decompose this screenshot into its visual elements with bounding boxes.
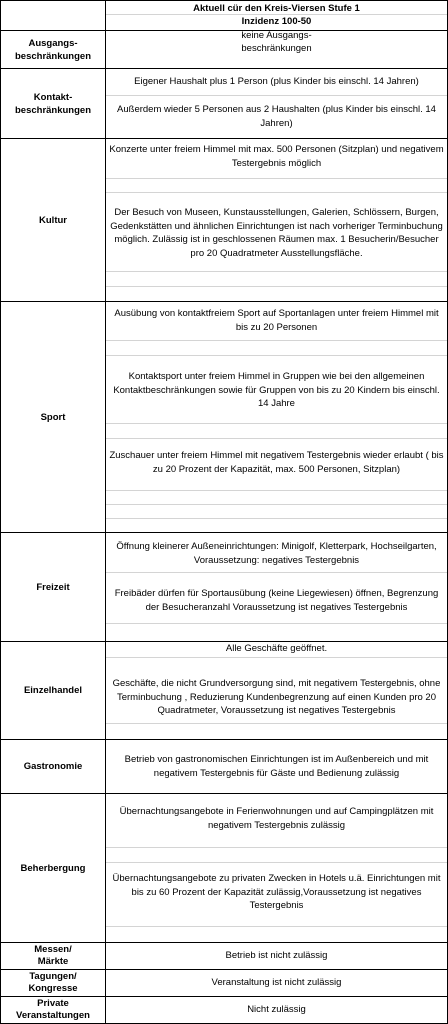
grid-line: [106, 438, 447, 439]
grid-line: [106, 926, 447, 927]
grid-line: [106, 518, 447, 519]
einzelhandel-text-2: Geschäfte, die nicht Grundversorgung sind, mit negativem Testergebnis, ohne Terminbuchung , Reduzierung Kundenbegrenzung auf einen Kunden pro 20 Quadratmeter, Voraussetzung ist negatives Testergebnis: [112, 678, 441, 717]
kultur-text-2: Der Besuch von Museen, Kunstausstellungen, Galerien, Schlössern, Burgen, Gedenkstätten und ähnlichen Einrichtungen ist nach vorheriger Terminbuchung möglich. Zulässig ist in geschlossenen Räumen max. 1 Besucherin/Besucher pro 20 Quadratmeter Ausstellungsfläche.: [110, 207, 443, 259]
grid-line: [106, 572, 447, 573]
grid-line: [106, 286, 447, 287]
sport-text-2: Kontaktsport unter freiem Himmel in Gruppen wie bei den allgemeinen Kontaktbeschränkungen sowie für Gruppen von bis zu 20 Kindern bis einschl. 14 Jahre: [113, 371, 440, 410]
row-label-sport: Sport: [40, 411, 66, 423]
messen-maerkte-text: Betrieb ist nicht zulässig: [225, 950, 328, 961]
kontaktbeschraenkungen-text-2: Außerdem wieder 5 Personen aus 2 Haushalten (plus Kinder bis einschl. 14 Jahren): [117, 104, 436, 129]
row-label-private-veranstaltungen: Private Veranstaltungen: [16, 997, 90, 1021]
grid-line: [106, 355, 447, 356]
grid-line: [106, 95, 447, 96]
row-label-messen-maerkte: Messen/ Märkte: [34, 943, 72, 967]
table-title: Aktuell cür den Kreis-Viersen Stufe 1: [193, 3, 360, 14]
grid-line: [106, 623, 447, 624]
grid-line: [106, 657, 447, 658]
einzelhandel-text-1: Alle Geschäfte geöffnet.: [225, 643, 328, 654]
grid-line: [106, 271, 447, 272]
kultur-text-1: Konzerte unter freiem Himmel mit max. 500 Personen (Sitzplan) und negativem Testergebnis möglich: [109, 144, 444, 169]
sport-text-3: Zuschauer unter freiem Himmel mit negativem Testergebnis wieder erlaubt ( bis zu 20 Prozent der Kapazität, max. 500 Personen, Sitzplan): [109, 450, 444, 475]
grid-line: [106, 847, 447, 848]
beherbergung-text-1: Übernachtungsangebote in Ferienwohnungen und auf Campingplätzen mit negativem Testergebnis zulässig: [119, 806, 434, 831]
row-label-ausgangsbeschraenkungen: Ausgangs- beschränkungen: [14, 37, 92, 62]
grid-line: [106, 862, 447, 863]
grid-line: [106, 490, 447, 491]
private-veranstaltungen-text: Nicht zulässig: [247, 1004, 306, 1015]
freizeit-text-2: Freibäder dürfen für Sportausübung (keine Liegewiesen) öffnen, Begrenzung der Besucheranzahl Voraussetzung ist negatives Testergebnis: [114, 588, 439, 613]
table-subtitle: Inzidenz 100-50: [241, 16, 312, 27]
column-divider: [105, 0, 106, 1024]
grid-line: [106, 178, 447, 179]
freizeit-text-1: Öffnung kleinerer Außeneinrichtungen: Minigolf, Kletterpark, Hochseilgarten, Voraussetzung: negatives Testergebnis: [116, 541, 437, 566]
grid-line: [106, 423, 447, 424]
grid-line: [106, 723, 447, 724]
row-label-freizeit: Freizeit: [36, 581, 70, 593]
grid-line: [106, 504, 447, 505]
row-label-beherbergung: Beherbergung: [20, 862, 86, 874]
grid-line: [106, 340, 447, 341]
gastronomie-text: Betrieb von gastronomischen Einrichtungen ist im Außenbereich und mit negativem Testergebnis für Gäste und Bedienung zulässig: [124, 754, 429, 779]
kontaktbeschraenkungen-text-1: Eigener Haushalt plus 1 Person (plus Kinder bis einschl. 14 Jahren): [134, 76, 419, 87]
tagungen-kongresse-text: Veranstaltung ist nicht zulässig: [211, 977, 342, 988]
sport-text-1: Ausübung von kontaktfreiem Sport auf Sportanlagen unter freiem Himmel mit bis zu 20 Personen: [114, 308, 439, 333]
row-label-kultur: Kultur: [39, 214, 67, 226]
row-label-kontaktbeschraenkungen: Kontakt- beschränkungen: [14, 91, 92, 116]
row-label-einzelhandel: Einzelhandel: [23, 685, 83, 696]
grid-line: [106, 192, 447, 193]
row-label-gastronomie: Gastronomie: [23, 761, 83, 772]
beherbergung-text-2: Übernachtungsangebote zu privaten Zwecken in Hotels u.ä. Einrichtungen mit bis zu 60 Prozent der Kapazität zulässig,Voraussetzung ist negatives Testergebnis: [112, 873, 441, 912]
ausgangsbeschraenkungen-text: keine Ausgangs- beschränkungen: [241, 30, 312, 54]
row-border: [0, 0, 448, 1]
row-label-tagungen-kongresse: Tagungen/ Kongresse: [28, 970, 78, 994]
